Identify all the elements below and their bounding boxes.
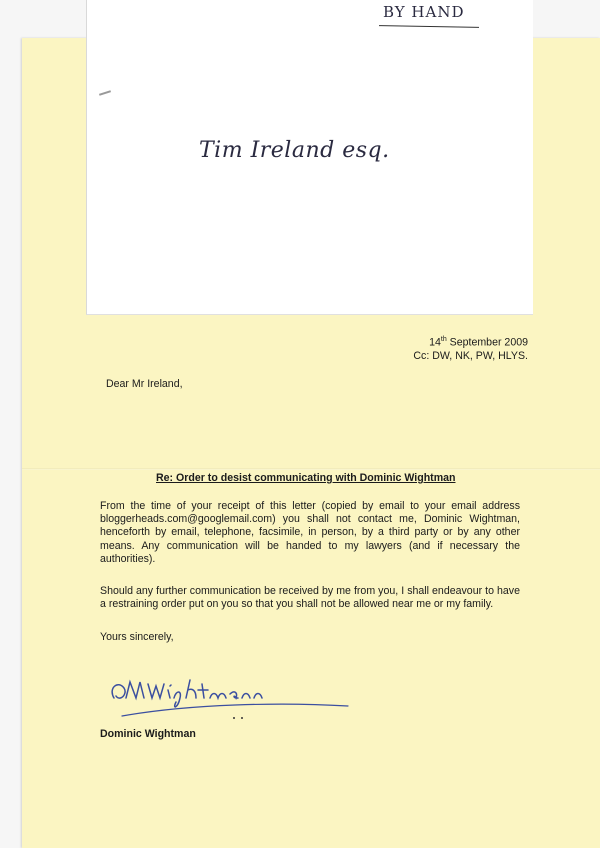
by-hand-underline xyxy=(379,25,479,28)
signature-stroke xyxy=(112,680,262,707)
cc-line: Cc: DW, NK, PW, HLYS. xyxy=(413,349,528,362)
paragraph-2: Should any further communication be received by me from you, I shall endeavour to have a restraining order put on you so that you shall not be allowed near me or my family. xyxy=(100,585,520,611)
signature xyxy=(100,668,360,726)
subject-line: Re: Order to desist communicating with Dominic Wightman xyxy=(156,472,456,484)
by-hand-note: BY HAND xyxy=(383,3,465,21)
recipient-name: Tim Ireland esq. xyxy=(199,138,390,163)
closing: Yours sincerely, xyxy=(100,631,174,643)
letter-date: 14th September 2009 xyxy=(429,336,528,349)
paper-fold xyxy=(22,468,600,470)
salutation: Dear Mr Ireland, xyxy=(106,378,183,390)
pen-mark xyxy=(99,90,111,96)
date-block xyxy=(328,333,528,363)
envelope xyxy=(86,0,533,315)
signature-underline xyxy=(122,704,348,716)
paragraph-1: From the time of your receipt of this letter (copied by email to your email address bloggerheads.com@googlemail.com) you shall not contact me, Dominic Wightman, henceforth by email, telephone, facsimile, in person, by a third party or by any other means. Any communication will be handed to my lawyers (and if necessary the authorities). xyxy=(100,500,520,565)
signatory-name: Dominic Wightman xyxy=(100,728,196,740)
